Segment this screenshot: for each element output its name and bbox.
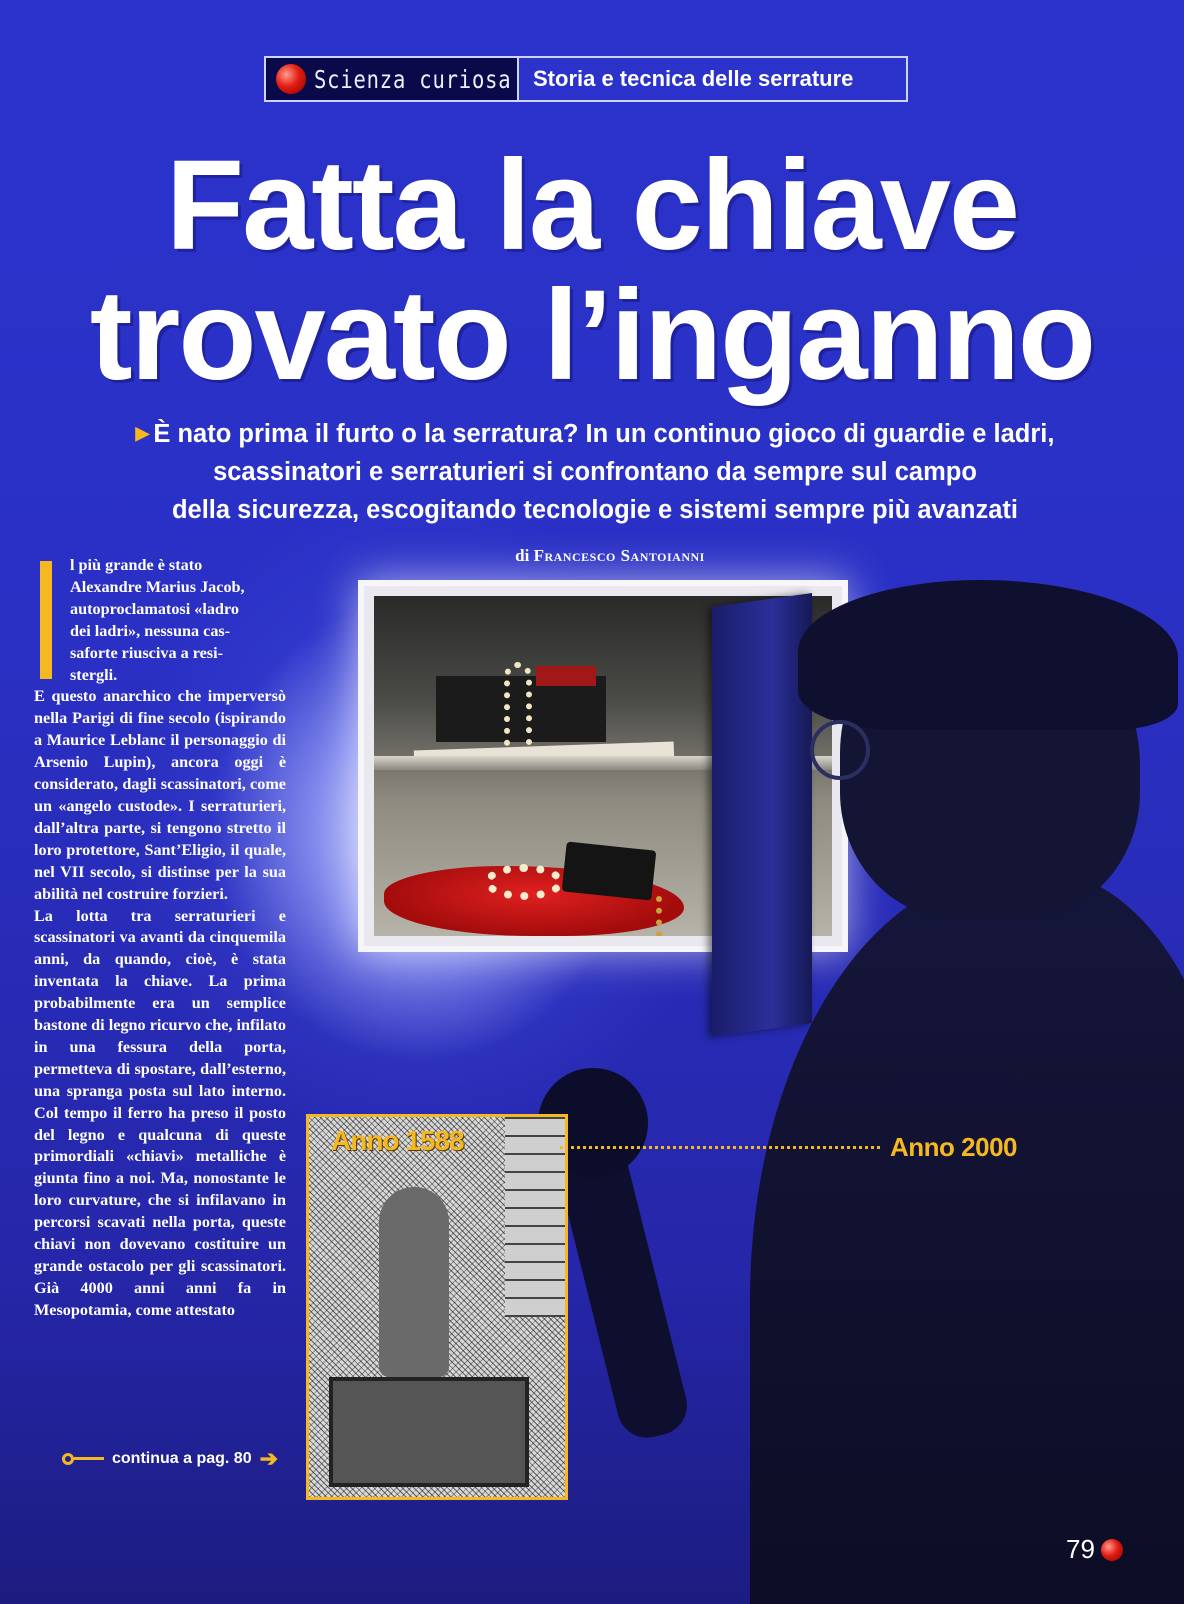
dropcap-i	[40, 561, 52, 679]
continue-link[interactable]	[62, 1448, 278, 1470]
subheading-line-2: scassinatori e serraturieri si confrontano da sempre sul campo	[213, 458, 977, 486]
pearl-necklace	[504, 662, 532, 757]
timeline-dotted-line	[560, 1146, 880, 1149]
triangle-bullet-icon: ▶	[135, 423, 150, 443]
dropcap-line: l più grande è stato	[70, 556, 203, 574]
safe-door	[712, 593, 812, 1037]
dropcap-line: dei ladri», nessuna cas-	[70, 621, 231, 640]
thief-cap	[798, 580, 1178, 730]
rubric-section-box	[266, 58, 519, 100]
subheading-line-1: È nato prima il furto o la serratura? In un continuo gioco di guardie e ladri,	[153, 420, 1055, 448]
dropcap-line: Alexandre Marius Jacob,	[70, 577, 245, 596]
article-body	[34, 555, 286, 1322]
paragraph-2: La lotta tra serraturieri e scassinatori va avanti da cinquemila anni, da quando, cioè, è stata inventata la chiave. La prima probabilmente era un semplice bastone di legno ricurvo che, infilato in una fessura della porta, permetteva di spostare, dall’esterno, una spranga posta sul lato interno. Col tempo il ferro ha preso il posto del legno e qualcuna di queste primordiali «chiavi» metalliche è giunta fino a noi. Ma, nonostante le loro curvature, che si infilavano in percorsi scavati nella porta, queste chiavi non dovevano costituire un grande ostacolo per gli scassinatori. Già 4000 anni anni fa in Mesopotamia, come attestato	[34, 906, 286, 1319]
byline-author: Francesco Santoianni	[533, 546, 705, 565]
red-dot-icon	[1101, 1539, 1123, 1561]
black-wallet	[562, 841, 657, 900]
engraving-inset	[306, 1114, 568, 1500]
red-case	[536, 666, 596, 686]
page-number-text: 79	[1066, 1534, 1095, 1564]
year-label-1588: Anno 1588	[331, 1125, 464, 1156]
page-number	[1066, 1534, 1123, 1565]
thief-silhouette-body	[750, 870, 1184, 1604]
gold-chain	[656, 896, 670, 936]
dropcap-paragraph	[34, 555, 286, 686]
glasses-icon	[810, 720, 870, 780]
dropcap-line: stergli.	[70, 665, 118, 684]
engraving-chest	[329, 1377, 529, 1487]
year-label-2000: Anno 2000	[890, 1132, 1017, 1162]
byline-prefix: di	[515, 546, 530, 565]
pearl-bracelet	[484, 864, 564, 900]
continue-label: continua a pag. 80	[112, 1450, 252, 1467]
subheading	[30, 414, 1160, 529]
headline-line-1: Fatta la chiave	[165, 134, 1019, 277]
engraving-locksmith-figure	[379, 1187, 449, 1377]
dropcap-line: saforte riusciva a resi-	[70, 643, 223, 662]
subheading-line-3: della sicurezza, escogitando tecnologie e sistemi sempre più avanzati	[171, 496, 1019, 524]
rubric-section-name: Scienza curiosa	[314, 64, 512, 94]
rubric-topic: Storia e tecnica delle serrature	[533, 66, 854, 91]
key-icon	[62, 1452, 106, 1466]
headline-line-2: trovato l’inganno	[89, 264, 1095, 407]
engraving-brick-wall	[505, 1117, 565, 1317]
red-dot-icon	[276, 64, 306, 94]
section-rubric	[264, 56, 908, 102]
stethoscope-tube	[553, 1136, 693, 1444]
dropcap-line: autoproclamatosi «ladro	[70, 599, 239, 618]
arrow-right-icon: ➔	[259, 1446, 279, 1471]
paragraph-1-continued: E questo anarchico che imperversò nella Parigi di fine secolo (ispirando a Maurice Leblanc il personaggio di Arsenio Lupin), ancora oggi è considerato, dagli scassinatori, come un «angelo custode». I serraturieri, dall’altra parte, si tengono stretto il loro protettore, Sant’Eligio, il quale, nel VII secolo, si distinse per la sua abilità nel costruire forzieri.	[34, 687, 286, 903]
